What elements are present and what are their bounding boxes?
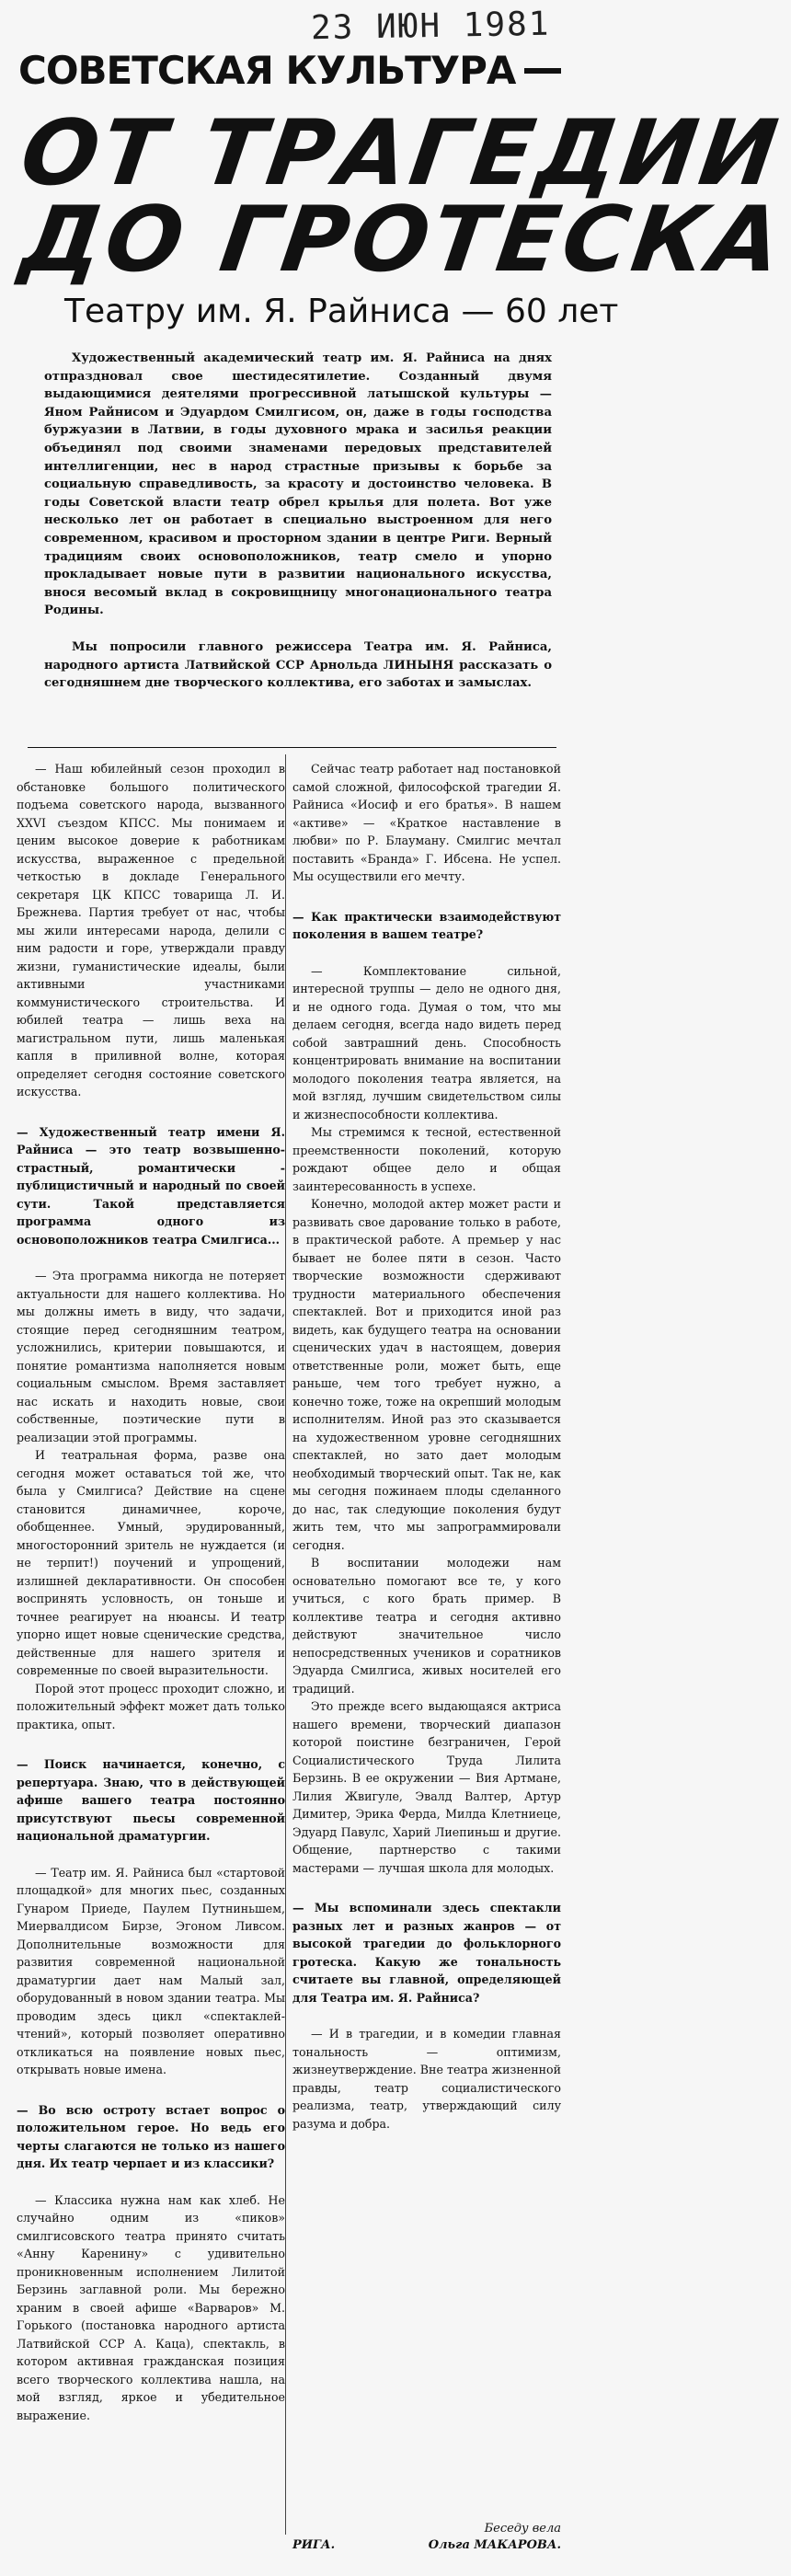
- intro-paragraph: Художественный академический театр им. Я. Райниса на днях отпраздновал свое шестидесятилетие. Созданный двумя выдающимися деятелями прогрессивной латышской культуры — Яном Райнисом и Эдуардом Смилгисом, он, даже в годы господства буржуазии в Латвии, в годы духовного мрака и засилья реакции объединял под своими знаменами передовых представителей интеллигенции, нес в народ страстные призывы к борьбе за социальную справедливость, за красоту и достоинство человека. В годы Советской власти театр обрел крылья для полета. Вот уже несколько лет он работает в специально выстроенном для него современном, красивом и просторном здании в центре Риги. Верный традициям своих основоположников, театр смело и упорно прокладывает новые пути в развитии национального искусства, внося весомый вклад в сокровищницу многонационального театра Родины.: [44, 351, 552, 618]
- interview-paragraph: — Классика нужна нам как хлеб. Не случайно одним из «пиков» смилгисовского театра принято считать «Анну Каренину» с удивительно проникновенным исполнением Лилитой Берзинь заглавной роли. Мы бережно храним в своей афише «Варваров» М. Горького (постановка народного артиста Латвийской ССР А. Каца), спектакль, в котором активная гражданская позиция всего творческого коллектива нашла, на мой взгляд, яркое и убедительное выражение.: [17, 2192, 285, 2422]
- subheadline: Театру им. Я. Райниса — 60 лет: [64, 293, 619, 330]
- interview-paragraph: И театральная форма, разве она сегодня может оставаться той же, что была у Смилгиса? Действие на сцене становится динамичнее, короче, обобщеннее. Умный, эрудированный, многосторонний зритель не нуждается (и не терпит!) поучений и упрощений, излишней декларативности. Он способен воспринять условность, он тоньше и точнее реагирует на нюансы. И театр упорно ищет новые сценические средства, действенные для нашего зрителя и современные по своей выразительности.: [17, 1448, 285, 1677]
- interview-paragraph: Мы стремимся к тесной, естественной преемственности поколений, которую рождают общее дело и общая заинтересованность в успехе.: [292, 1125, 561, 1193]
- interview-paragraph: Это прежде всего выдающаяся актриса нашего времени, творческий диапазон которой поистине безграничен, Герой Социалистического Труда Лилита Берзинь. В ее окружении — Вия Артмане, Лилия Жвигуле, Эвалд Валтер, Артур Димитер, Эрика Ферда, Милда Клетниеце, Эдуард Павулс, Харий Лиепиньш и другие. Общение, партнерство с такими мастерами — лучшая школа для молодых.: [292, 1699, 561, 1875]
- right-column: [292, 760, 561, 2133]
- interview-question: — Поиск начинается, конечно, с репертуара. Знаю, что в действующей афише вашего театра постоянно присутствуют пьесы современной национальной драматургии.: [17, 1757, 285, 1843]
- column-divider: [285, 754, 286, 2535]
- section-divider: [28, 747, 556, 748]
- signature-block: [292, 2521, 561, 2554]
- left-column: [17, 760, 285, 2424]
- headline-line-2: ДО ГРОТЕСКА: [14, 188, 791, 293]
- city-label: РИГА.: [292, 2538, 336, 2552]
- interviewer-name: Ольга МАКАРОВА.: [428, 2538, 561, 2552]
- intro-paragraph: Мы попросили главного режиссера Театра им. Я. Райниса, народного артиста Латвийской ССР Арнольда ЛИНЫНЯ рассказать о сегодняшнем дне творческого коллектива, его заботах и замыслах.: [44, 639, 552, 691]
- interview-paragraph: — Театр им. Я. Райниса был «стартовой площадкой» для многих пьес, созданных Гунаром Приеде, Паулем Путниньшем, Миервалдисом Бирзе, Эгоном Ливсом. Дополнительные возможности для развития современной национальной драматургии дает нам Малый зал, оборудованный в новом здании театра. Мы проводим здесь цикл «спектаклей-чтений», который позволяет оперативно откликаться на появление новых пьес, открывать новые имена.: [17, 1865, 285, 2076]
- article-intro: [44, 350, 552, 693]
- interview-paragraph: Сейчас театр работает над постановкой самой сложной, философской трагедии Я. Райниса «Иосиф и его братья». В нашем «активе» — «Краткое наставление в любви» по Р. Блауману. Смилгис мечтал поставить «Бранда» Г. Ибсена. Не успел. Мы осуществили его мечту.: [292, 762, 561, 883]
- interview-paragraph: В воспитании молодежи нам основательно помогают все те, у кого учиться, с кого брать пример. В коллективе театра и сегодня активно действуют значительное число непосредственных учеников и соратников Эдуарда Смилгиса, живых носителей его традиций.: [292, 1556, 561, 1696]
- interview-question: — Художественный театр имени Я. Райниса — это театр возвышенно-страстный, романтически - публицистичный и народный по своей сути. Такой представляется программа одного из основоположников театра Смилгиса...: [17, 1124, 285, 1247]
- date-stamp: 23 ИЮН 1981: [310, 5, 551, 48]
- masthead-rule: [524, 68, 561, 74]
- interview-paragraph: — И в трагедии, и в комедии главная тональность — оптимизм, жизнеутверждение. Вне театра жизненной правды, театр социалистического реализма, театр, утверждающий силу разума и добра.: [292, 2027, 561, 2131]
- interviewer-label: Беседу вела: [484, 2522, 561, 2536]
- interview-question: — Мы вспоминали здесь спектакли разных лет и разных жанров — от высокой трагедии до фольклорного гротеска. Какую же тональность считаете вы главной, определяющей для Театра им. Я. Райниса?: [292, 1901, 561, 2005]
- interview-question: — Во всю остроту встает вопрос о положительном герое. Но ведь его черты слагаются не только из нашего дня. Их театр черпает и из классики?: [17, 2102, 285, 2170]
- interview-paragraph: Порой этот процесс проходит сложно, и положительный эффект может дать только практика, опыт.: [17, 1681, 285, 1731]
- interview-paragraph: — Наш юбилейный сезон проходил в обстановке большого политического подъема советского народа, вызванного XXVI съездом КПСС. Мы понимаем и ценим высокое доверие к работникам искусства, выраженное с предельной четкостью в докладе Генерального секретаря ЦК КПСС товарища Л. И. Брежнева. Партия требует от нас, чтобы мы жили интересами народа, делили с ним радости и горе, утверждали правду жизни, гуманистические идеалы, были активными участниками коммунистического строительства. И юбилей театра — лишь веха на магистральном пути, лишь маленькая капля в приливной волне, которая определяет сегодня состояние советского искусства.: [17, 762, 285, 1098]
- interview-paragraph: — Эта программа никогда не потеряет актуальности для нашего коллектива. Но мы должны иметь в виду, что задачи, стоящие перед сегодняшним театром, усложнились, критерии повышаются, и понятие романтизма наполняется новым социальным смыслом. Время заставляет нас искать и находить новые, свои собственные, поэтические пути в реализации этой программы.: [17, 1269, 285, 1444]
- interview-paragraph: Конечно, молодой актер может расти и развивать свое дарование только в работе, в практической работе. А премьер у нас бывает не более пяти в сезон. Часто творческие возможности сдерживают трудности материального обеспечения спектаклей. Вот и приходится иной раз видеть, как будущего театра на основании сценических удач в настоящем, доверия ответственные роли, может быть, еще раньше, чем того требует нужно, а конечно тоже, тоже на окрепший молодым исполнителям. Иной раз это сказывается на художественном уровне сегодняшних спектаклей, но зато дает молодым необходимый творческий опыт. Так не, как мы сегодня пожинаем плоды сделанного до нас, так следующие поколения будут жить тем, что мы запрограммировали сегодня.: [292, 1197, 561, 1552]
- interview-question: — Как практически взаимодействуют поколения в вашем театре?: [292, 909, 561, 941]
- interview-paragraph: — Комплектование сильной, интересной труппы — дело не одного дня, и не одного года. Думая о том, что мы делаем сегодня, всегда надо видеть перед собой завтрашний день. Способность концентрировать внимание на воспитании молодого поколения театра является, на мой взгляд, лучшим свидетельством силы и жизнеспособности коллектива.: [292, 963, 561, 1121]
- headline-line-1: ОТ ТРАГЕДИИ: [14, 101, 787, 206]
- masthead: [18, 48, 561, 93]
- newspaper-name: СОВЕТСКАЯ КУЛЬТУРА: [18, 48, 516, 93]
